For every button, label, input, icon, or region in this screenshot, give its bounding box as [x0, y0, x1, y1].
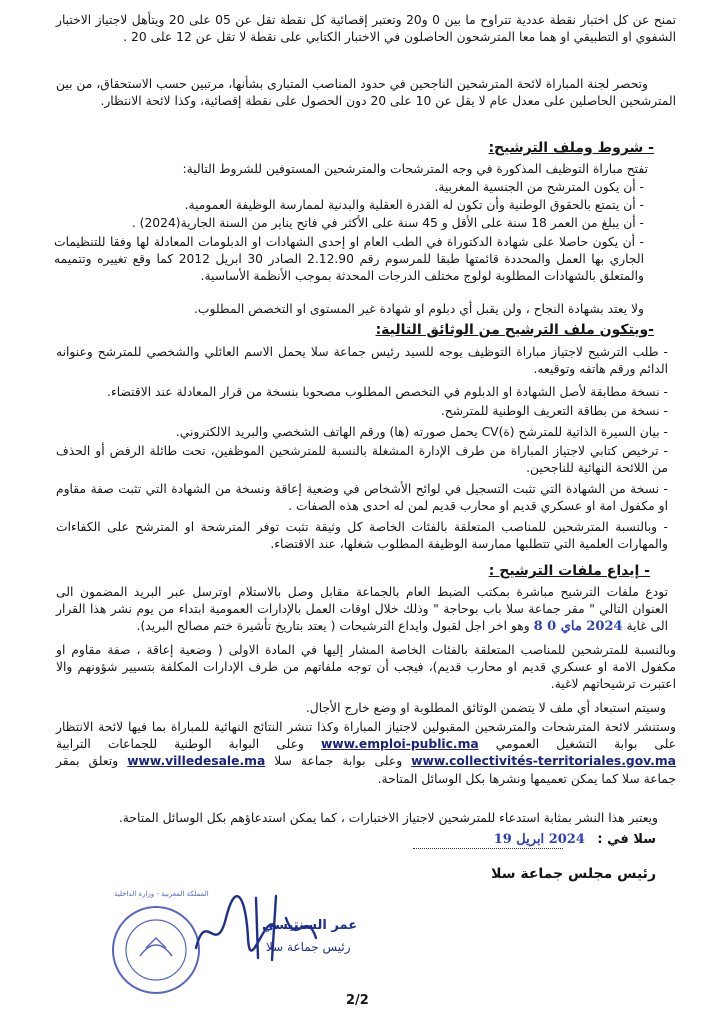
publication-text-c: وعلى بوابة جماعة سلا	[274, 754, 403, 769]
conditions-intro: تفتح مباراة التوظيف المذكورة في وجه المترشحات والمترشحين المستوفين للشروط التالية:	[182, 162, 648, 176]
document-item: - نسخة من بطاقة التعريف الوطنية للمترشح.	[440, 404, 668, 418]
condition-item: - أن يبلغ من العمر 18 سنة على الأقل و 45 سنة على الأكثر في فاتح يناير من السنة الجارية(2024) .	[131, 216, 644, 230]
scoring-paragraph: تمنح عن كل اختبار نقطة عددية تتراوح ما بين 0 و20 وتعتبر إقصائية كل نقطة تقل عن 05 على 20 ويتأهل لاجتياز الاختبار الشفوي او التطبيقي او هما معا المترشحون الحاصلون في الاختبار الكتابي على نقطة لا تقل عن 12 على 20 .	[56, 13, 676, 45]
exclusion-paragraph: وسيتم استبعاد أي ملف لا يتضمن الوثائق المطلوبة او وضع خارج الأجال.	[305, 701, 666, 715]
special-categories-paragraph: وبالنسبة للمترشحين للمناصب المتعلقة بالفئات الخاصة المشار إليها في المادة الاولى ( وضعية إعاقة ، صفة مقاوم او مكفول الامة او عسكري قديم او محارب قديم)، فيجب أن توجه ملفاتهم من طرف الإدارات المكلفة بتسيير شؤونهم والا اعتبرت ترشيحاتهم لاغية.	[56, 643, 676, 692]
collectivites-link[interactable]: www.collectivités-territoriales.gov.ma	[411, 754, 676, 769]
signatory-title: رئيس مجلس جماعة سلا	[491, 866, 656, 882]
deposit-paragraph	[56, 584, 668, 636]
condition-item: - أن يتمتع بالحقوق الوطنية وأن تكون له القدرة العقلية والبدنية لممارسة الوظيفة العمومية.	[184, 198, 644, 212]
ranking-paragraph: وتحصر لجنة المباراة لائحة المترشحين الناجحين في حدود المناصب المتبارى بشأنها، مرتبين حسب الاستحقاق، من بين المترشحين الحاصلين على معدل عام لا يقل عن 10 على 20 دون الحصول على نقطة إقصائية، وكذا لائحة الانتظار.	[56, 77, 676, 109]
emploi-public-link[interactable]: www.emploi-public.ma	[320, 737, 479, 752]
page-number: 2/2	[346, 993, 369, 1008]
signature-name: عمر السنتيسي	[262, 918, 358, 933]
villedesale-link[interactable]: www.villedesale.ma	[127, 754, 266, 769]
convocation-paragraph: ويعتبر هذا النشر بمثابة استدعاء للمترشحين لاجتياز الاختبارات ، كما يمكن استدعاؤهم بكل الوسائل المتاحة.	[118, 811, 658, 825]
document-item: - نسخة مطابقة لأصل الشهادة او الدبلوم في التخصص المطلوب مصحوبا بنسخة من قرار المعادلة عند الاقتضاء.	[107, 385, 668, 399]
publication-text-a: وستنشر لائحة المترشحات والمترشحين المقبولين لاجتياز المباراة وكذا تنشر النتائج النهائية للمباراة بما فيها لائحة الانتظار على بوابة التشغيل العمومي	[56, 720, 676, 752]
date-dotted-line	[413, 848, 563, 849]
condition-item: - أن يكون المترشح من الجنسية المغربية.	[434, 180, 644, 194]
document-item: - بيان السيرة الذاتية للمترشح (ة)CV يحمل صورته (ها) ورقم الهاتف الشخصي والبريد الالكتروني.	[175, 425, 668, 439]
publication-paragraph	[56, 719, 676, 788]
stamp-text: المملكة المغربية - وزارة الداخلية	[114, 890, 209, 898]
deposit-heading: - إيداع ملفات الترشيح :	[488, 563, 650, 579]
place-label: سلا في :	[597, 832, 656, 847]
publication-text-b: وعلى البوابة الوطنية للجماعات الترابية	[56, 737, 304, 752]
signature-title: رئيس جماعة سلا	[266, 940, 351, 954]
document-item: - طلب الترشيح لاجتياز مباراة التوظيف يوجه للسيد رئيس جماعة سلا يحمل الاسم العائلي والشخصي للمترشح وعنوانه الدائم ورقم هاتفه وتوقيعه.	[56, 345, 668, 377]
publication-text-d: وتعلق بمقر جماعة سلا كما يمكن تعميمها ونشرها بكل الوسائل المتاحة.	[56, 754, 676, 786]
document-item: - ترخيص كتابي لاجتياز المباراة من طرف الإدارة المشغلة بالنسبة للمترشحين الموظفين، تحت طائلة الرفض أو الحذف من اللائحة النهائية للناجحين.	[56, 444, 668, 476]
handwritten-signing-date: 2024 ابريل 19	[493, 832, 585, 847]
handwritten-deadline-date: 2024 ماي 0 8	[533, 619, 623, 635]
documents-heading: -ويتكون ملف الترشيح من الوثائق التالية:	[375, 322, 654, 338]
deposit-text: تودع ملفات الترشيح مباشرة بمكتب الضبط العام بالجماعة مقابل وصل بالاستلام اوترسل عبر البريد المضمون الى العنوان التالي " مقر جماعة سلا باب بوحاجة " وذلك خلال اوقات العمل بالإدارات العمومية ابتداء من يوم نشر هذا القرار الى غاية	[56, 585, 668, 634]
conditions-heading: - شروط وملف الترشيح:	[488, 140, 654, 156]
condition-item: - أن يكون حاصلا على شهادة الدكتوراة في الطب العام او إحدى الشهادات او الدبلومات المعادلة لها وفقا للتنظيمات الجاري بها العمل والمحددة قائمتها طبقا للمرسوم رقم 2.12.90 الصادر 30 ابريل 2012 كما وقع تغييره وتتميمه والمتعلق بالشهادات المطلوبة لولوج مختلف الدرجات المحدثة بموجب الأنظمة الأساسية.	[54, 235, 644, 284]
document-item: - وبالنسبة المترشحين للمناصب المتعلقة بالفئات الخاصة كل وثيقة تثبت توفر المترشحة او المترشح على الكفاءات والمهارات العلمية التي تتطلبها ممارسة الوظيفة المطلوب شغلها، عند الاقتضاء.	[56, 520, 668, 552]
document-item: - نسخة من الشهادة التي تثبت التسجيل في لوائح الأشخاص في وضعية إعاقة ونسخة من الشهادة التي تثبت صفة مقاوم او مكفول امة او عسكري قديم او محارب قديم لمن له احدى هذه الصفات .	[56, 482, 668, 514]
deposit-text-end: وهو اخر اجل لقبول وايداع الترشيحات ( يعتد بتاريخ تأشيرة ختم مصالح البريد).	[136, 619, 530, 634]
place-date-line	[494, 832, 656, 847]
condition-note: ولا يعتد بشهادة النجاح ، ولن يقبل أي دبلوم او شهادة غير المستوى او التخصص المطلوب.	[194, 302, 644, 316]
